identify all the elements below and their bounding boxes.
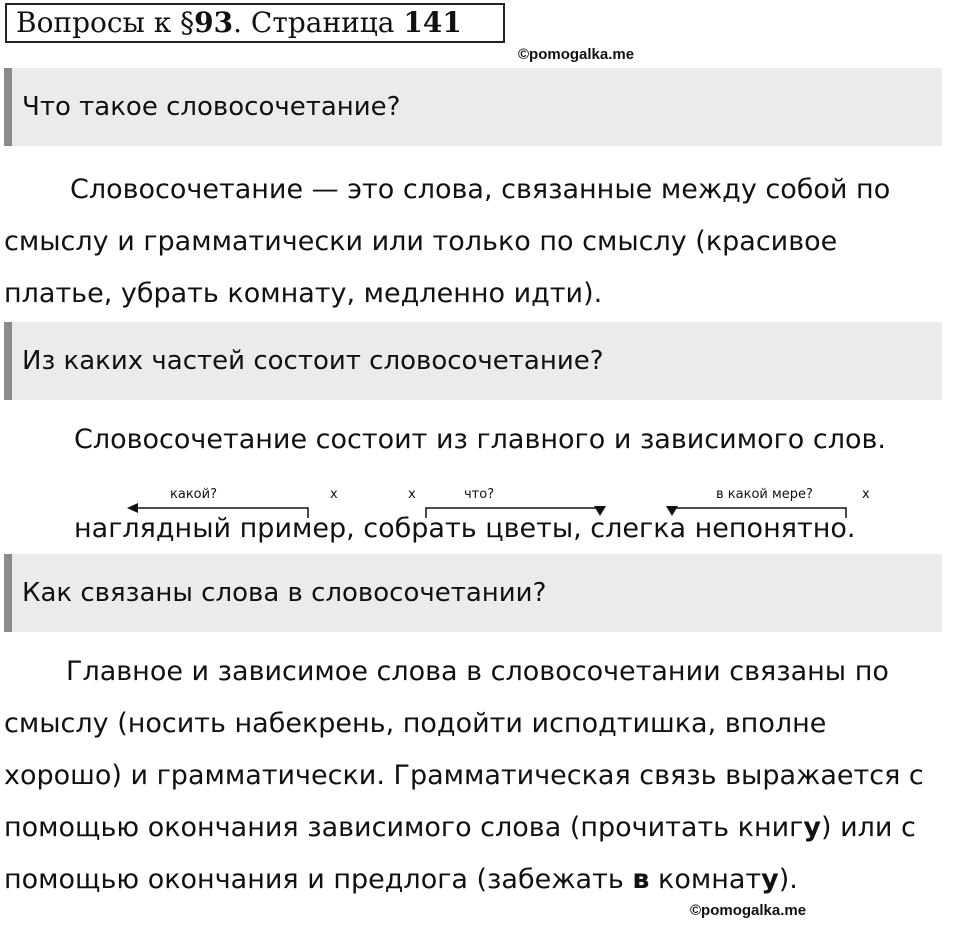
diagram-mark-3: х xyxy=(862,487,870,502)
answer-1: Словосочетание — это слова, связанные между собой по смыслу и грамматически или только по смыслу (красивое платье, убрать комнату, медленно идти). xyxy=(4,174,891,309)
examples-line: наглядный пример, собрать цветы, слегка непонятно. xyxy=(74,513,856,544)
answer-3-text-a: Главное и зависимое слова в словосочетании связаны по смыслу (носить набекрень, подойти исподтишка, вполне хорошо) и грамматически. Грамматическая связь выражается с помощью окончания зависимого слова (прочитать книг xyxy=(4,656,924,843)
diagram-label-chto: что? xyxy=(464,487,495,502)
answer-3 xyxy=(4,646,949,906)
question-1: Что такое словосочетание? xyxy=(4,68,942,146)
section-number: 93 xyxy=(194,6,234,39)
diagram-label-v-kakoy-mere: в какой мере? xyxy=(716,487,813,502)
ending-highlight-1: у xyxy=(803,812,821,843)
preposition-highlight: в xyxy=(632,864,650,895)
page-title xyxy=(5,3,505,43)
diagram-label-kakoy: какой? xyxy=(170,487,217,502)
ending-highlight-2: у xyxy=(761,864,779,895)
title-middle: . Страница xyxy=(233,6,404,39)
answer-3-text-c: ) или с помощью окончания и предлога (забежать xyxy=(4,812,916,895)
diagram-mark-1: х xyxy=(330,487,338,502)
question-3: Как связаны слова в словосочетании? xyxy=(4,554,942,632)
question-2: Из каких частей состоит словосочетание? xyxy=(4,322,942,400)
answer-3-text-e: комнат xyxy=(649,864,762,895)
watermark-bottom: ©pomogalka.me xyxy=(690,902,807,919)
answer-3-text-g: ). xyxy=(778,864,798,895)
page-number: 141 xyxy=(403,6,462,39)
watermark-top: ©pomogalka.me xyxy=(518,46,635,63)
title-prefix: Вопросы к § xyxy=(16,6,195,39)
diagram-mark-2: х xyxy=(408,487,416,502)
answer-2: Словосочетание состоит из главного и зависимого слов. xyxy=(74,424,886,455)
